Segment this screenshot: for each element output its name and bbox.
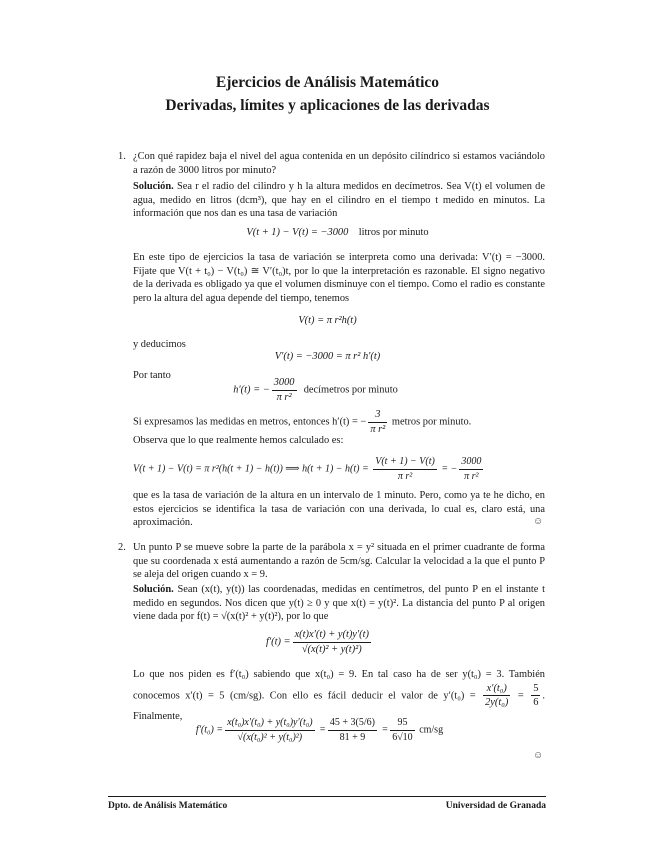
smiley-icon: ☺ — [533, 750, 544, 761]
text-deducimos: y deducimos — [133, 339, 186, 350]
exercise-1-number: 1. — [118, 151, 126, 162]
equation-final-result: f′(t₀) = $\frac{\text{x(t₀)x′(t₀) + y(t₀)y′(t₀)}}{\text{√(x(t₀)² + y(t₀)²)}}$ = $\frac{45 + 3(5/6)}{81 + 9}$ = $\frac{95}{6√10}$ cm/sg — [195, 717, 444, 743]
text-observa: Observa que lo que realmente hemos calculado es: — [133, 435, 344, 446]
footer-department: Dpto. de Análisis Matemático — [108, 801, 228, 811]
text-metros: Si expresamos las medidas en metros, entonces h′(t) = − $\frac{3}{\text{π r²}}$ metros por minuto. — [133, 409, 472, 435]
footer-rule — [108, 796, 546, 797]
text-portanto: Por tanto — [133, 370, 171, 381]
equation-volume: V(t) = π r²h(t) — [298, 315, 357, 326]
equation-height-rate: h′(t) = − $\frac{3000}{\text{π r²}}$ decímetros por minuto — [233, 377, 398, 403]
exercise-1-paragraph-2: En este tipo de ejercicios la tasa de variación se interpreta como una derivada: V′(t) = −3000. Fíjate que V(t + t₀) − V(t₀) ≅ V′(t₀)t, por lo que la interpretación es razonable. El signo negativo de la derivada es obligado ya que el volumen disminuye con el tiempo. Como el radio es constante pero la altura del agua depende del tiempo, tenemos — [133, 252, 545, 304]
exercise-1-statement: ¿Con qué rapidez baja el nivel del agua contenida en un depósito cilíndrico si estamos vaciándolo a razón de 3000 litros por minuto? — [133, 151, 545, 176]
solution-label: Solución. — [133, 181, 174, 192]
footer-university: Universidad de Granada — [445, 801, 546, 811]
page-subtitle: Derivadas, límites y aplicaciones de las derivadas — [165, 97, 490, 114]
page-title: Ejercicios de Análisis Matemático — [215, 74, 440, 91]
solution-text: Sea r el radio del cilindro y h la altura medidos en decímetros. Sea V(t) el volumen de agua, medido en litros (dcm³), que hay en el cilindro en el tiempo t medido en minutos. La información que nos dan es una tasa de variación — [133, 181, 545, 220]
solution-text: Sean (x(t), y(t)) las coordenadas, medidas en centímetros, del punto P en el instante t medido en segundos. Nos dicen que y(t) ≥ 0 y que x(t) = y(t)². La distancia del punto P al origen viene dada por f(t) = √(x(t)² + y(t)²), por lo que — [133, 584, 545, 623]
exercise-1-closing: que es la tasa de variación de la altura en un intervalo de 1 minuto. Pero, como ya te he dicho, en estos ejercicios se identifica la tasa de variación con una derivada, lo cual es, claro está, una aproximación. — [133, 490, 545, 529]
exercise-2-statement: Un punto P se mueve sobre la parte de la parábola x = y² situada en el primer cuadrante de forma que su coordenada x está aumentando a razón de 5cm/sg. Calcular la velocidad a la que el punto P se aleja del origen cuando x = 9. — [133, 542, 545, 581]
equation-derivative: V′(t) = −3000 = π r² h′(t) — [274, 351, 381, 362]
exercise-2-solution — [133, 583, 545, 624]
equation-rate: V(t + 1) − V(t) = −3000 litros por minuto — [246, 227, 429, 238]
exercise-1-solution — [133, 180, 545, 221]
exercise-2-number: 2. — [118, 542, 126, 553]
solution-label: Solución. — [133, 584, 174, 595]
exercise-2-paragraph-2: Lo que nos piden es f′(t₀) sabiendo que x(t₀) = 9. En tal caso ha de ser y(t₀) = 3. También conocemos x′(t) = 5 (cm/sg). Con ello es fácil deducir el valor de y′(t₀) = $\frac{\text{x′(t₀)}}{\text{2y(t₀)}}$ = $\frac{5}{6}$ . Finalmente, — [133, 669, 545, 722]
smiley-icon: ☺ — [533, 516, 544, 527]
equation-height-difference: V(t + 1) − V(t) = π r²(h(t + 1) − h(t)) ⟹ h(t + 1) − h(t) = $\frac{V(t + 1) - V(t)}{\text{π r²}}$ = − $\frac{3000}{\text{π r²}}$ — [133, 456, 482, 482]
equation-distance-derivative: f′(t) = $\frac{x(t)x'(t) + y(t)y'(t)}{\text{√(x(t)² + y(t)²)}}$ — [265, 629, 369, 655]
